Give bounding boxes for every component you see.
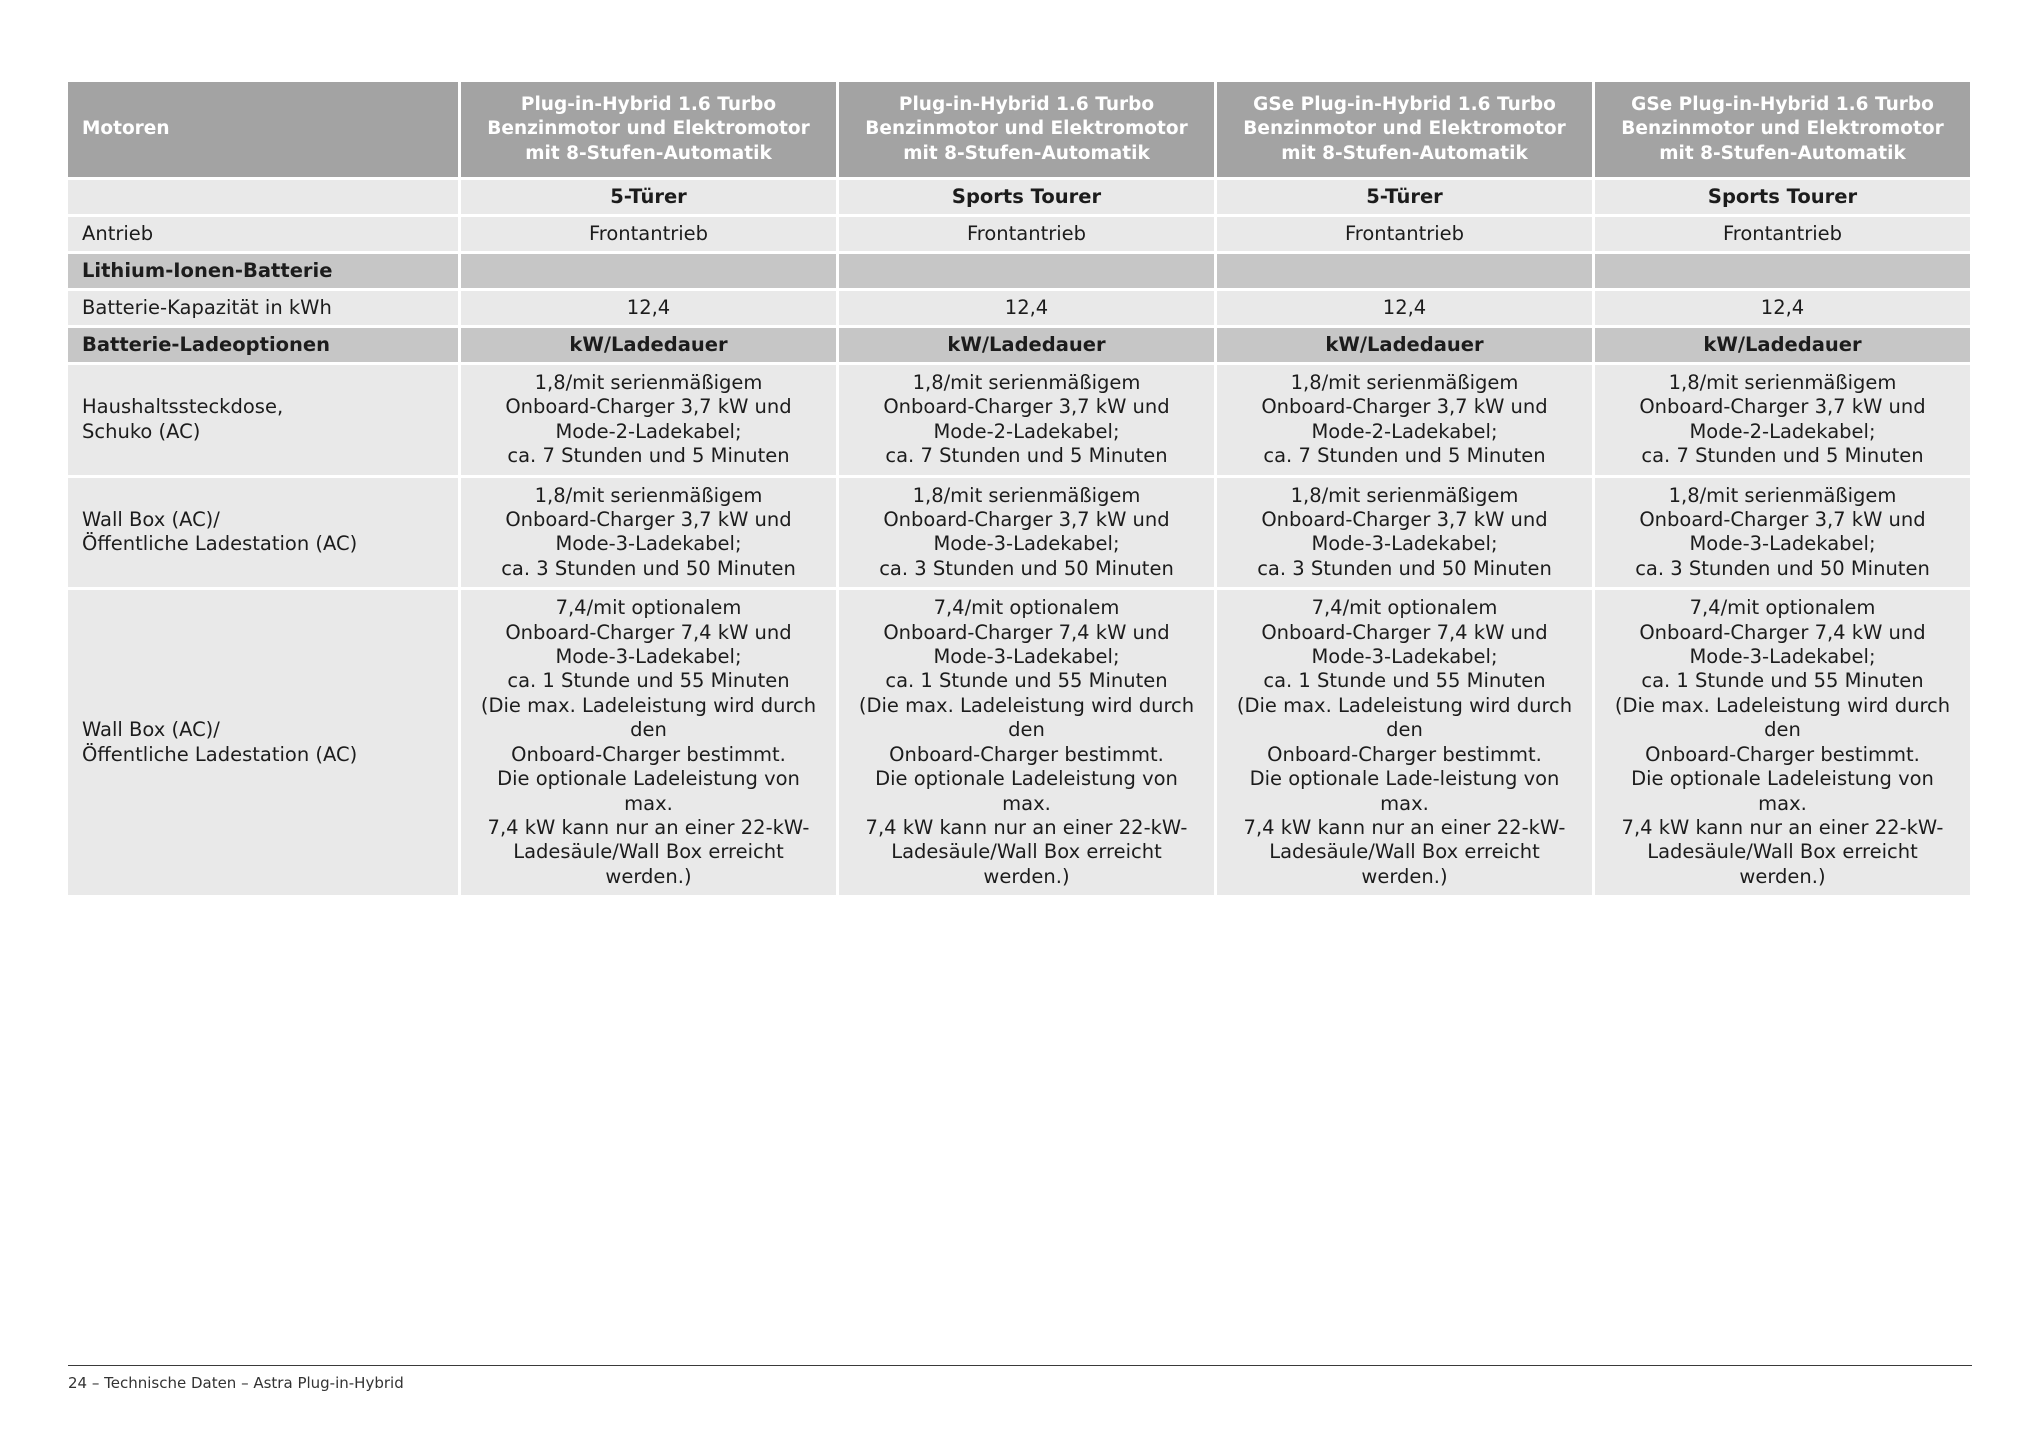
capacity-cell: 12,4 <box>839 291 1214 325</box>
motoren-label: Motoren <box>68 82 458 177</box>
engine-column-header: Plug-in-Hybrid 1.6 Turbo Benzinmotor und Elektromotor mit 8-Stufen-Automatik <box>839 82 1214 177</box>
charge-option-cell: 1,8/mit serienmäßigem Onboard-Charger 3,7 kW und Mode-3-Ladekabel; ca. 3 Stunden und 50 Minuten <box>839 478 1214 588</box>
charge-option-cell: 1,8/mit serienmäßigem Onboard-Charger 3,7 kW und Mode-3-Ladekabel; ca. 3 Stunden und 50 Minuten <box>1217 478 1592 588</box>
engine-column-header: GSe Plug-in-Hybrid 1.6 Turbo Benzinmotor und Elektromotor mit 8-Stufen-Automatik <box>1595 82 1970 177</box>
battery-section-cell <box>461 254 836 288</box>
body-type-cell: 5-Türer <box>461 180 836 214</box>
charge-option-cell: 1,8/mit serienmäßigem Onboard-Charger 3,7 kW und Mode-3-Ladekabel; ca. 3 Stunden und 50 Minuten <box>461 478 836 588</box>
body-type-label <box>68 180 458 214</box>
battery-section-cell <box>1595 254 1970 288</box>
body-type-cell: 5-Türer <box>1217 180 1592 214</box>
charging-section-label: Batterie-Ladeoptionen <box>68 328 458 362</box>
engine-header-row <box>68 82 1970 177</box>
charge-option-cell: 1,8/mit serienmäßigem Onboard-Charger 3,7 kW und Mode-2-Ladekabel; ca. 7 Stunden und 5 Minuten <box>839 365 1214 475</box>
charging-unit-cell: kW/Ladedauer <box>839 328 1214 362</box>
charge-option-cell: 1,8/mit serienmäßigem Onboard-Charger 3,7 kW und Mode-2-Ladekabel; ca. 7 Stunden und 5 Minuten <box>1595 365 1970 475</box>
charging-unit-cell: kW/Ladedauer <box>461 328 836 362</box>
charge-option-cell: 1,8/mit serienmäßigem Onboard-Charger 3,7 kW und Mode-2-Ladekabel; ca. 7 Stunden und 5 Minuten <box>461 365 836 475</box>
antrieb-cell: Frontantrieb <box>839 217 1214 251</box>
capacity-row <box>68 291 1970 325</box>
charge-option-row-wallbox-optional <box>68 590 1970 895</box>
capacity-cell: 12,4 <box>461 291 836 325</box>
antrieb-row <box>68 217 1970 251</box>
charge-option-label: Haushaltssteckdose, Schuko (AC) <box>68 365 458 475</box>
charging-section-row <box>68 328 1970 362</box>
charge-option-row-household <box>68 365 1970 475</box>
charge-option-cell: 7,4/mit optionalem Onboard-Charger 7,4 kW und Mode-3-Ladekabel; ca. 1 Stunde und 55 Minuten (Die max. Ladeleistung wird durch den Onboard-Charger bestimmt. Die optionale Lade-leistung von max. 7,4 kW kann nur an einer 22-kW- Ladesäule/Wall Box erreicht werden.) <box>1217 590 1592 895</box>
charge-option-label: Wall Box (AC)/ Öffentliche Ladestation (AC) <box>68 590 458 895</box>
charge-option-cell: 1,8/mit serienmäßigem Onboard-Charger 3,7 kW und Mode-3-Ladekabel; ca. 3 Stunden und 50 Minuten <box>1595 478 1970 588</box>
technical-data-table <box>65 79 1973 898</box>
capacity-cell: 12,4 <box>1595 291 1970 325</box>
footer-divider <box>68 1365 1972 1366</box>
charging-unit-cell: kW/Ladedauer <box>1217 328 1592 362</box>
charge-option-cell: 7,4/mit optionalem Onboard-Charger 7,4 kW und Mode-3-Ladekabel; ca. 1 Stunde und 55 Minuten (Die max. Ladeleistung wird durch den Onboard-Charger bestimmt. Die optionale Ladeleistung von max. 7,4 kW kann nur an einer 22-kW- Ladesäule/Wall Box erreicht werden.) <box>839 590 1214 895</box>
battery-section-cell <box>839 254 1214 288</box>
battery-section-cell <box>1217 254 1592 288</box>
charging-unit-cell: kW/Ladedauer <box>1595 328 1970 362</box>
charge-option-label: Wall Box (AC)/ Öffentliche Ladestation (AC) <box>68 478 458 588</box>
antrieb-cell: Frontantrieb <box>461 217 836 251</box>
charge-option-cell: 7,4/mit optionalem Onboard-Charger 7,4 kW und Mode-3-Ladekabel; ca. 1 Stunde und 55 Minuten (Die max. Ladeleistung wird durch den Onboard-Charger bestimmt. Die optionale Ladeleistung von max. 7,4 kW kann nur an einer 22-kW- Ladesäule/Wall Box erreicht werden.) <box>461 590 836 895</box>
capacity-cell: 12,4 <box>1217 291 1592 325</box>
antrieb-label: Antrieb <box>68 217 458 251</box>
engine-column-header: GSe Plug-in-Hybrid 1.6 Turbo Benzinmotor und Elektromotor mit 8-Stufen-Automatik <box>1217 82 1592 177</box>
page-footer: 24 – Technische Daten – Astra Plug-in-Hybrid <box>68 1374 404 1392</box>
body-type-cell: Sports Tourer <box>839 180 1214 214</box>
antrieb-cell: Frontantrieb <box>1595 217 1970 251</box>
battery-section-row <box>68 254 1970 288</box>
body-type-row <box>68 180 1970 214</box>
charge-option-cell: 7,4/mit optionalem Onboard-Charger 7,4 kW und Mode-3-Ladekabel; ca. 1 Stunde und 55 Minuten (Die max. Ladeleistung wird durch den Onboard-Charger bestimmt. Die optionale Ladeleistung von max. 7,4 kW kann nur an einer 22-kW- Ladesäule/Wall Box erreicht werden.) <box>1595 590 1970 895</box>
capacity-label: Batterie-Kapazität in kWh <box>68 291 458 325</box>
charge-option-cell: 1,8/mit serienmäßigem Onboard-Charger 3,7 kW und Mode-2-Ladekabel; ca. 7 Stunden und 5 Minuten <box>1217 365 1592 475</box>
antrieb-cell: Frontantrieb <box>1217 217 1592 251</box>
battery-section-label: Lithium-Ionen-Batterie <box>68 254 458 288</box>
charge-option-row-wallbox-standard <box>68 478 1970 588</box>
engine-column-header: Plug-in-Hybrid 1.6 Turbo Benzinmotor und Elektromotor mit 8-Stufen-Automatik <box>461 82 836 177</box>
body-type-cell: Sports Tourer <box>1595 180 1970 214</box>
